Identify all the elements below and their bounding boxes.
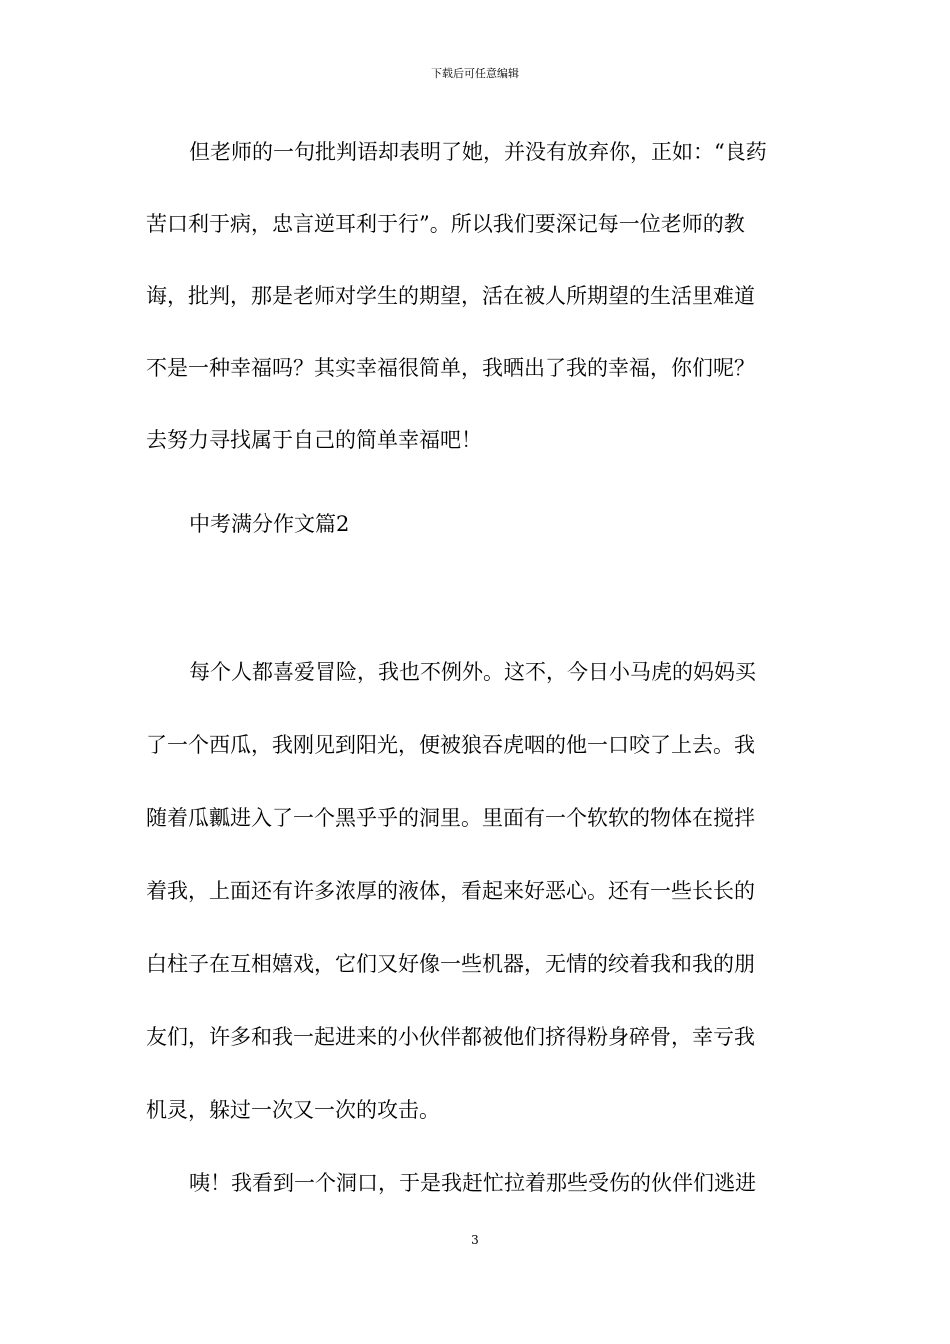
text-line: 机灵，躲过一次又一次的攻击。 bbox=[146, 1098, 440, 1122]
text-line: 诲，批判，那是老师对学生的期望，活在被人所期望的生活里难道 bbox=[146, 284, 755, 308]
text-line: 友们，许多和我一起进来的小伙伴都被他们挤得粉身碎骨，幸亏我 bbox=[146, 1025, 755, 1049]
text-line: 去努力寻找属于自己的简单幸福吧！ bbox=[146, 428, 482, 452]
page-number: 3 bbox=[471, 1233, 479, 1247]
text-line: 每个人都喜爱冒险，我也不例外。这不，今日小马虎的妈妈买 bbox=[189, 660, 756, 684]
text-line: 苦口利于病，忠言逆耳利于行”。所以我们要深记每一位老师的教 bbox=[146, 212, 745, 236]
text-line: 白柱子在互相嬉戏，它们又好像一些机器，无情的绞着我和我的朋 bbox=[146, 952, 755, 976]
text-line: 着我，上面还有许多浓厚的液体，看起来好恶心。还有一些长长的 bbox=[146, 879, 755, 903]
text-line: 随着瓜瓤进入了一个黑乎乎的洞里。里面有一个软软的物体在搅拌 bbox=[146, 806, 755, 830]
text-line: 但老师的一句批判语却表明了她，并没有放弃你，正如：“良药 bbox=[189, 140, 767, 164]
text-line: 不是一种幸福吗？其实幸福很简单，我晒出了我的幸福，你们呢？ bbox=[146, 356, 755, 380]
text-line: 了一个西瓜，我刚见到阳光，便被狼吞虎咽的他一口咬了上去。我 bbox=[146, 733, 755, 757]
page-header: 下载后可任意编辑 bbox=[431, 67, 519, 80]
text-line: 咦！我看到一个洞口，于是我赶忙拉着那些受伤的伙伴们逃进 bbox=[189, 1171, 756, 1195]
section-heading: 中考满分作文篇2 bbox=[189, 512, 350, 536]
